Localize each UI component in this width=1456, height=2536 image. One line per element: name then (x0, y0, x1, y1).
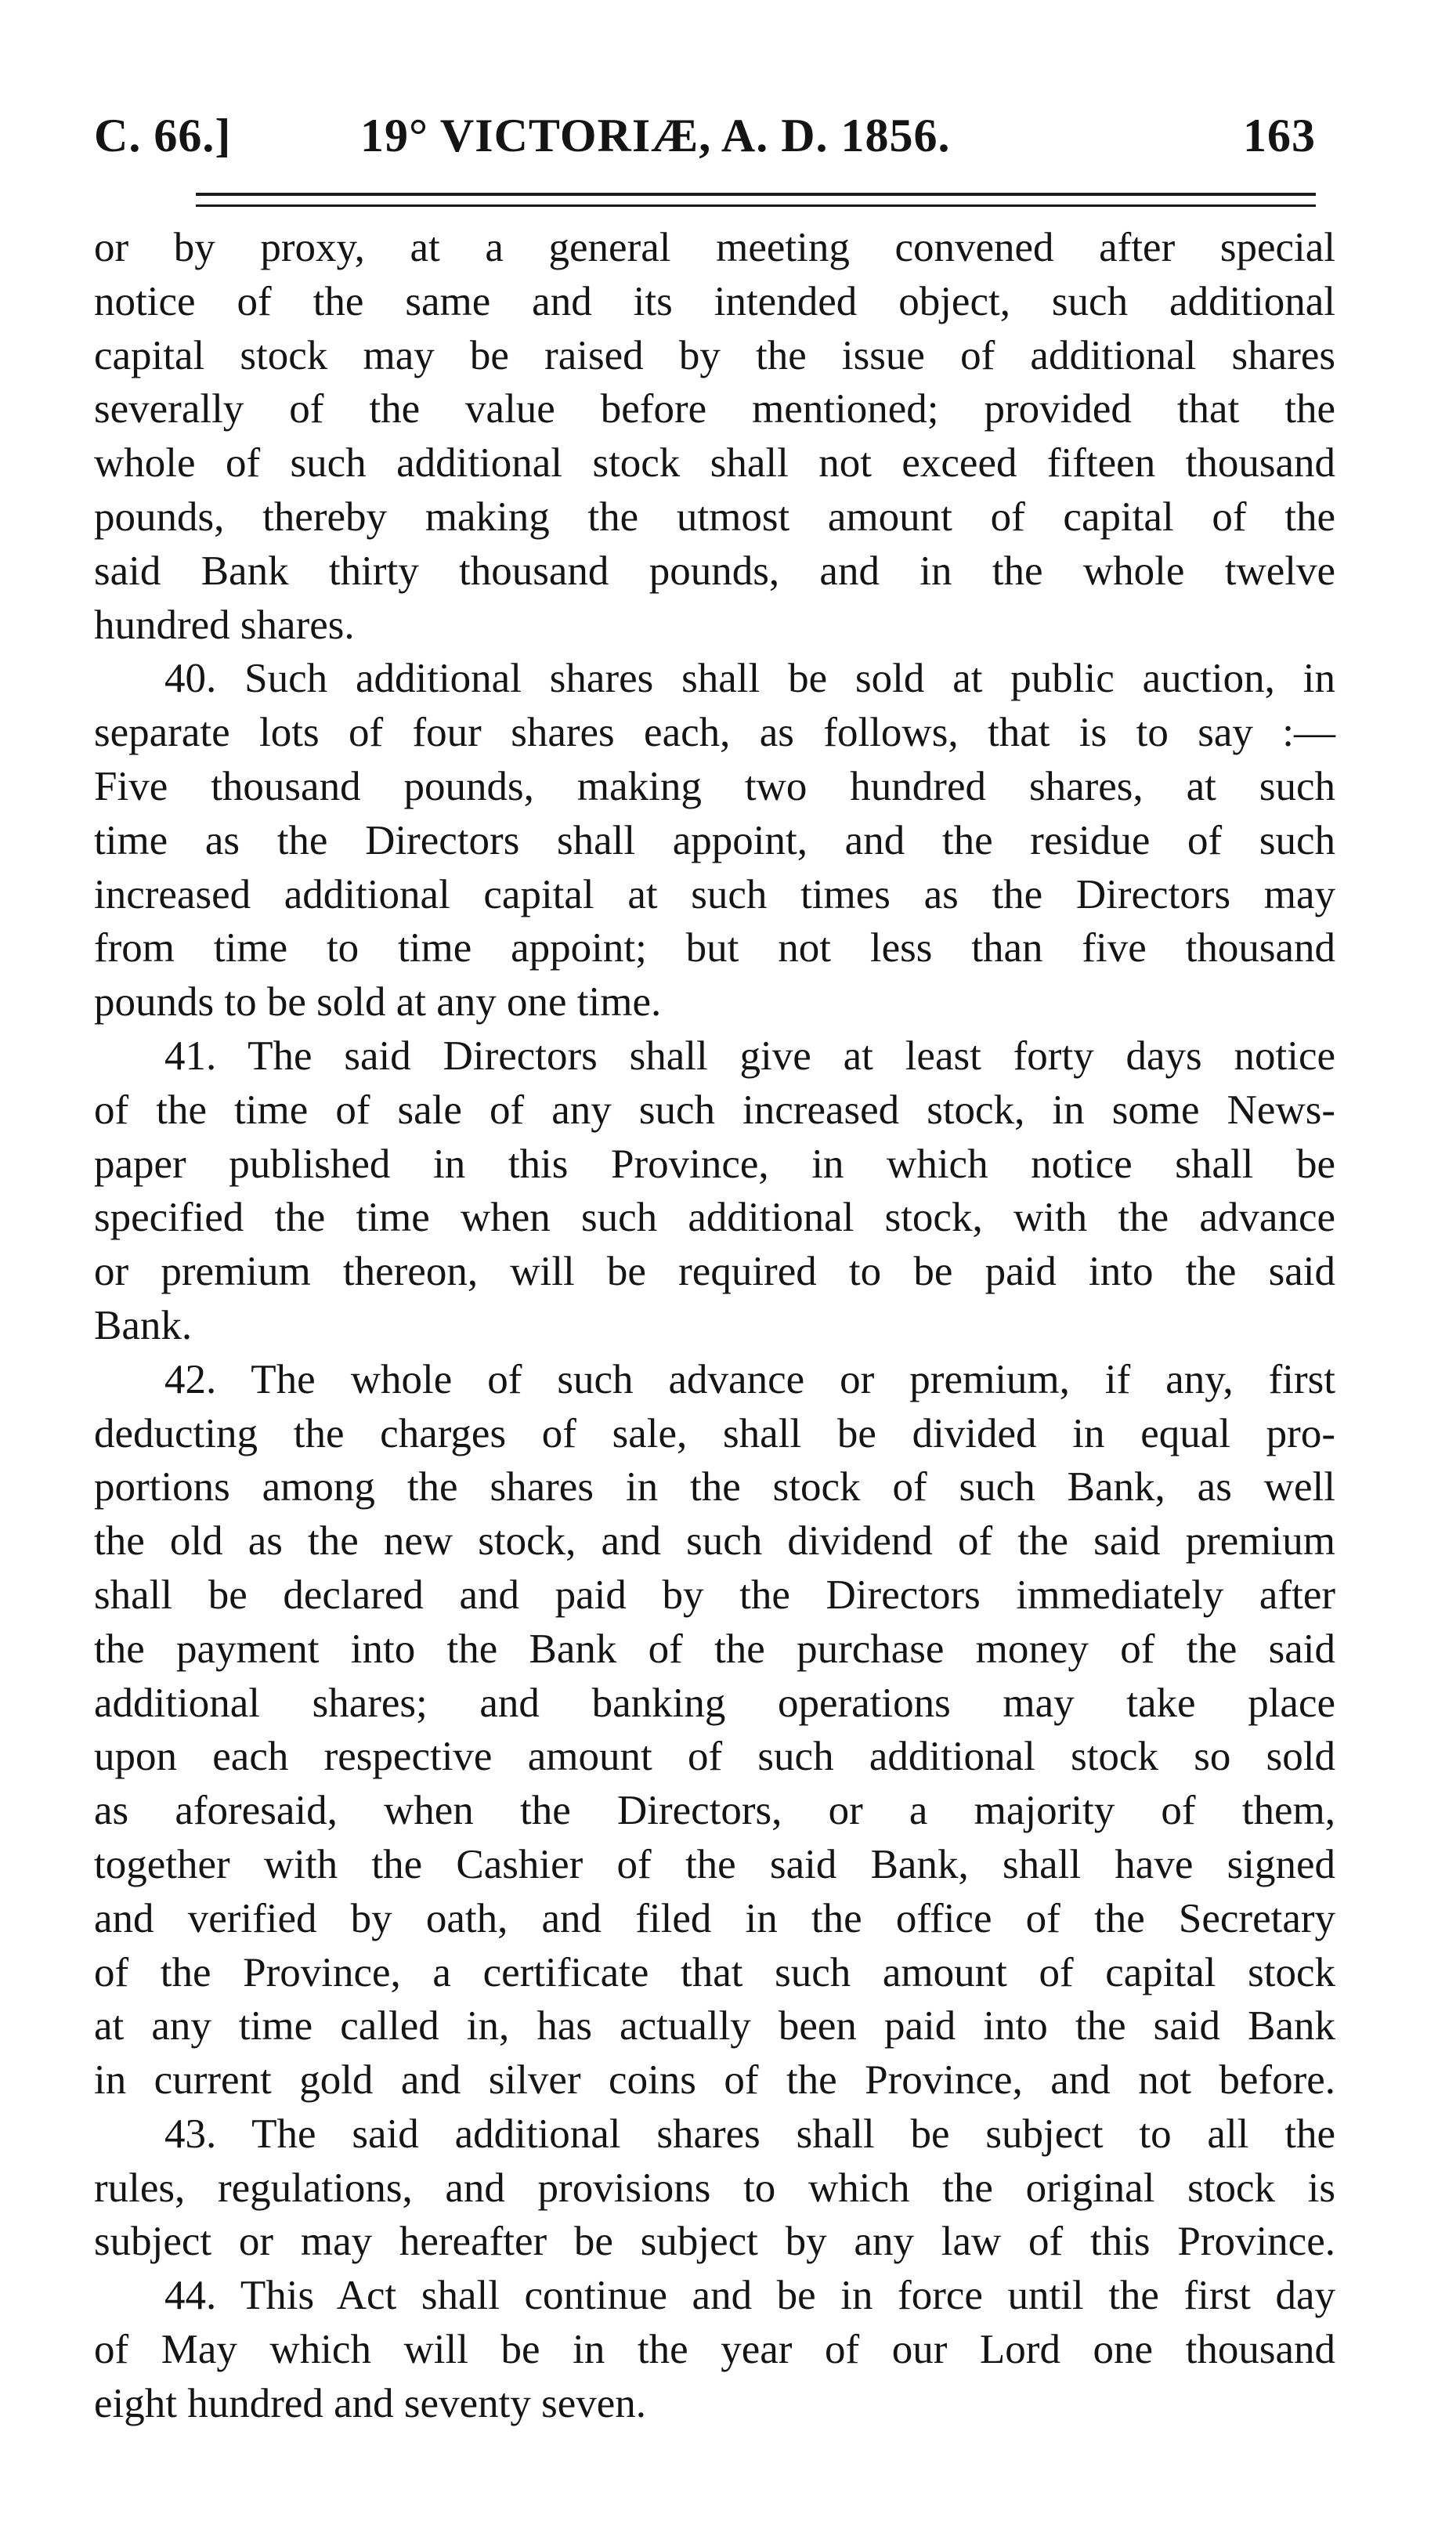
text-line: additional shares; and banking operations may take place (94, 1680, 1335, 1726)
text-line: deducting the charges of sale, shall be divided in equal pro- (94, 1410, 1335, 1456)
text-line: together with the Cashier of the said Bank, shall have signed (94, 1841, 1335, 1887)
text-line: or premium thereon, will be required to be paid into the said (94, 1249, 1335, 1295)
text-line: eight hundred and seventy seven. (94, 2380, 646, 2426)
text-line: of the Province, a certificate that such amount of capital stock (94, 1949, 1335, 1995)
text-line: of the time of sale of any such increased stock, in some News- (94, 1087, 1335, 1133)
text-line: upon each respective amount of such additional stock so sold (94, 1734, 1335, 1780)
text-line: the payment into the Bank of the purchase money of the said (94, 1626, 1335, 1672)
text-line: the old as the new stock, and such dividend of the said premium (94, 1518, 1335, 1565)
text-line: paper published in this Province, in which notice shall be (94, 1141, 1335, 1187)
text-line: and verified by oath, and filed in the office of the Secretary (94, 1895, 1335, 1941)
text-line: at any time called in, has actually been paid into the said Bank (94, 2003, 1335, 2049)
section-43-start: 43. The said additional shares shall be subject to all the (164, 2111, 1335, 2157)
text-line: shall be declared and paid by the Directors immediately after (94, 1572, 1335, 1618)
text-line: pounds to be sold at any one time. (94, 979, 662, 1026)
section-41-start: 41. The said Directors shall give at least forty days notice (164, 1033, 1335, 1079)
text-line: severally of the value before mentioned; provided that the (94, 386, 1335, 432)
text-line: as aforesaid, when the Directors, or a majority of them, (94, 1788, 1335, 1834)
text-line: hundred shares. (94, 602, 355, 648)
printed-page (94, 102, 1335, 2431)
running-head (94, 102, 1316, 169)
text-line: whole of such additional stock shall not exceed fifteen thousand (94, 440, 1335, 487)
text-line: separate lots of four shares each, as follows, that is to say :— (94, 710, 1335, 756)
text-line: increased additional capital at such times as the Directors may (94, 871, 1335, 917)
text-line: pounds, thereby making the utmost amount of capital of the (94, 494, 1335, 540)
chapter-reference: C. 66.] (94, 110, 232, 161)
statute-text (94, 221, 1335, 2431)
section-40-start: 40. Such additional shares shall be sold at public auction, in (164, 656, 1335, 702)
text-line: in current gold and silver coins of the Province, and not before. (94, 2057, 1335, 2104)
text-line: time as the Directors shall appoint, and the residue of such (94, 817, 1335, 863)
text-line: subject or may hereafter be subject by any law of this Province. (94, 2219, 1335, 2265)
section-44-start: 44. This Act shall continue and be in force until the first day (164, 2273, 1335, 2319)
page-number: 163 (1243, 110, 1316, 161)
section-42-start: 42. The whole of such advance or premium, if any, first (164, 1356, 1335, 1402)
text-line: rules, regulations, and provisions to which the original stock is (94, 2165, 1335, 2211)
text-line: or by proxy, at a general meeting convened after special (94, 225, 1335, 270)
running-title: 19° VICTORIÆ, A. D. 1856. (360, 110, 951, 161)
text-line: portions among the shares in the stock of such Bank, as well (94, 1464, 1335, 1510)
text-line: notice of the same and its intended object, such additional (94, 278, 1335, 324)
text-line: capital stock may be raised by the issue of additional shares (94, 332, 1335, 378)
text-line: said Bank thirty thousand pounds, and in the whole twelve (94, 548, 1335, 594)
text-line: from time to time appoint; but not less than five thousand (94, 925, 1335, 971)
header-rule-bottom (196, 204, 1316, 210)
header-rule-top (196, 193, 1316, 199)
text-line: Five thousand pounds, making two hundred shares, at such (94, 763, 1335, 809)
text-line: specified the time when such additional stock, with the advance (94, 1195, 1335, 1241)
text-line: Bank. (94, 1302, 193, 1348)
text-line: of May which will be in the year of our Lord one thousand (94, 2327, 1335, 2373)
